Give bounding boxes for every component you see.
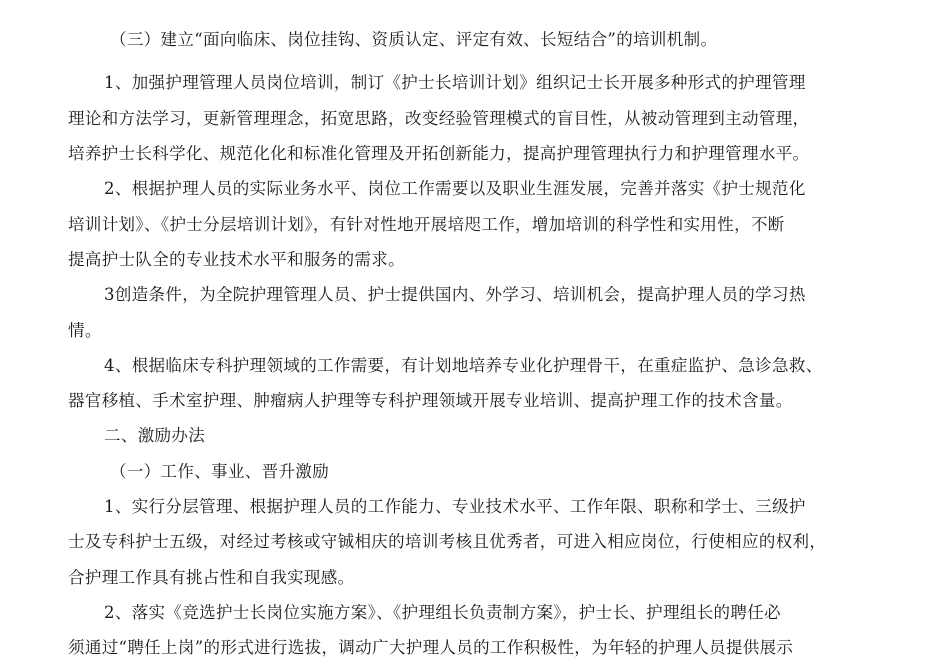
section-heading-incentives: 二、激励办法	[104, 426, 206, 445]
paragraph-1-line-3: 培养护士长科学化、规范化化和标准化管理及开拓创新能力，提高护理管理执行力和护理管理水平。	[68, 144, 810, 163]
paragraph-5-line-3: 合护理工作具有挑占性和自我实现感。	[68, 568, 355, 587]
paragraph-1-line-1: 1、加强护理管理人员岗位培训，制订《护士长培训计划》组织记士长开展多种形式的护理管理	[104, 73, 806, 92]
paragraph-4-line-1: 4、根据临床专科护理领域的工作需要，有计划地培养专业化护理骨干，在重症监护、急诊急救、	[104, 356, 823, 375]
paragraph-5-line-1: 1、实行分层管理、根据护理人员的工作能力、专业技术水平、工作年限、职称和学士、三级护	[104, 497, 806, 516]
paragraph-2-line-1: 2、根据护理人员的实际业务水平、岗位工作需要以及职业生涯发展，完善并落实《护士规范化	[104, 179, 806, 198]
paragraph-5-line-2: 士及专科护士五级，对经过考核或守铖相庆的培训考核且优秀者，可进入相应岗位，行使相应的权利，	[68, 532, 827, 551]
paragraph-3-line-2: 情。	[68, 321, 102, 340]
paragraph-1-line-2: 理论和方法学习，更新管理理念，拓宽思路，改变经验管理模式的盲目性，从被动管理到主动管理，	[68, 109, 810, 128]
paragraph-4-line-2: 器官移植、手术室护理、肿瘤病人护理等专科护理领域开展专业培训、提高护理工作的技术含量。	[68, 391, 793, 410]
paragraph-2-line-2: 培训计划》、《护士分层培训计划》，有针对性地开展培咫工作，增加培训的科学性和实用性，不断	[68, 215, 785, 234]
paragraph-2-line-3: 提高护士队全的专业技术水平和服务的需求。	[68, 250, 405, 269]
paragraph-3-line-1: 3创造条件，为全院护理管理人员、护士提供国内、外学习、培训机会，提高护理人员的学习热	[104, 285, 806, 304]
subsection-heading-work-career-promotion: （一）工作、事业、晋升激励	[110, 462, 330, 481]
paragraph-6-line-1: 2、落实《竞选护士长岗位实施方案》、《护理组长负责制方案》，护士长、护理组长的聘任必	[104, 603, 781, 622]
paragraph-6-line-2: 须通过“聘任上岗”的形式进行选拔，调动广大护理人员的工作积极性，为年轻的护理人员提供展示	[68, 638, 794, 657]
section-heading-training-mechanism: （三）建立“面向临床、岗位挂钩、资质认定、评定有效、长短结合”的培训机制。	[110, 30, 718, 49]
